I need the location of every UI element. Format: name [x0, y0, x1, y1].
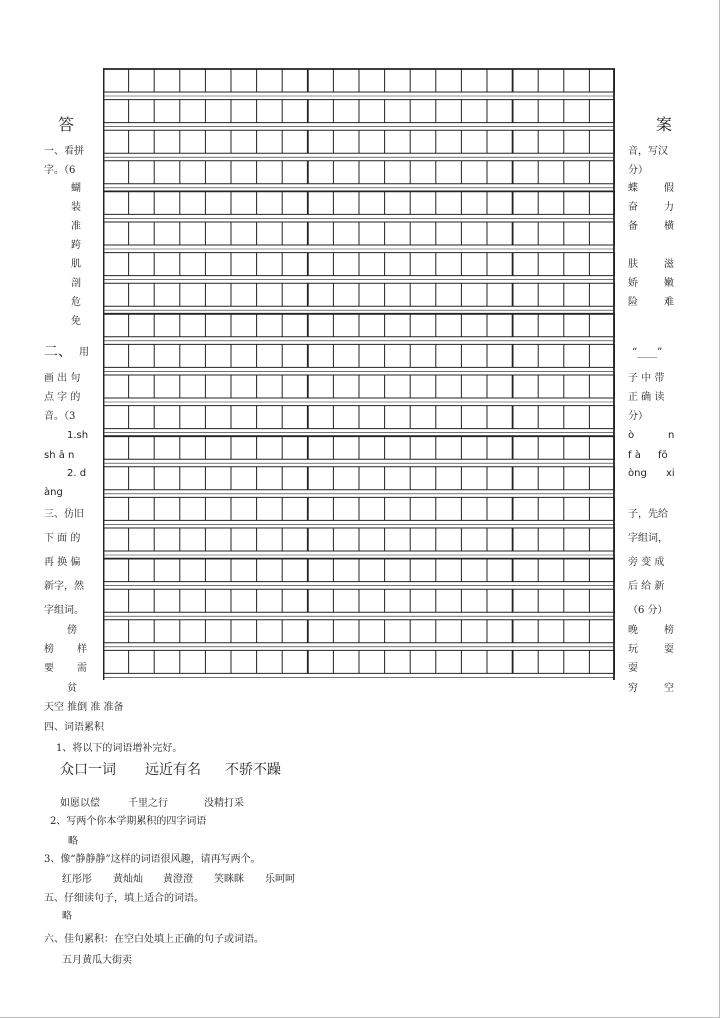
left-text: 音。（3: [44, 411, 76, 422]
right-text: “____”: [632, 347, 663, 358]
right-text: xi: [666, 468, 675, 479]
right-text: 字组词，: [628, 533, 668, 544]
left-text: 要: [44, 663, 54, 674]
right-text: 横: [664, 221, 674, 232]
left-text: 蝴: [71, 183, 81, 194]
left-text: 危: [71, 297, 81, 308]
left-text: sh ā n: [44, 450, 75, 461]
left-text: 装: [71, 202, 81, 213]
left-text: 准: [71, 221, 81, 232]
phrase: 没精打采: [204, 798, 244, 809]
phrase: 千里之行: [128, 798, 168, 809]
left-text: 点 字 的: [44, 392, 81, 403]
left-text: 字组词。: [44, 605, 84, 616]
right-text: 玩: [628, 644, 638, 655]
left-text: 需: [77, 663, 87, 674]
left-text: 下 面 的: [44, 533, 81, 544]
phrase: 众口一词: [60, 762, 116, 778]
aabb-word: 黄澄澄: [163, 874, 193, 885]
right-text: 蝶: [628, 183, 638, 194]
left-text: 剖: [71, 278, 81, 289]
phrase: 远近有名: [145, 762, 201, 778]
left-text: 用: [79, 347, 89, 358]
right-text: 子，先给: [628, 509, 668, 520]
answer-line: 天空 推倒 准 准备: [44, 702, 124, 713]
right-text: 嫩: [664, 278, 674, 289]
right-text: 分）: [628, 411, 648, 422]
right-text: （6 分）: [628, 605, 668, 616]
question-4-3: 3、像“静静静”这样的词语很风趣，请再写两个。: [44, 854, 261, 865]
left-text: 2. d: [67, 468, 87, 479]
right-text: 娇: [628, 278, 638, 289]
left-text: àng: [44, 487, 63, 498]
left-text: 榜: [44, 644, 54, 655]
aabb-word: 笑眯眯: [214, 874, 244, 885]
aabb-word: 乐呵呵: [265, 874, 295, 885]
answer-grid: [103, 68, 615, 680]
left-text: 样: [77, 644, 87, 655]
left-text: 画 出 句: [44, 373, 81, 384]
left-text: 三、仿旧: [44, 509, 84, 520]
right-text: 后 给 新: [628, 581, 665, 592]
header-left: 答: [58, 115, 75, 134]
right-text: 肤: [628, 259, 638, 270]
right-text: fō: [658, 450, 668, 461]
right-text: 备: [628, 221, 638, 232]
header-right: 案: [656, 115, 673, 134]
aabb-word: 红彤彤: [62, 874, 92, 885]
question-4-2: 2、写两个你本学期累积的四字词语: [50, 816, 207, 827]
left-text: 字。（6: [44, 165, 76, 176]
right-text: 空: [664, 683, 674, 694]
question-4-1: 1、将以下的词语增补完好。: [56, 743, 183, 754]
right-text: 耍: [628, 663, 638, 674]
right-text: 奋: [628, 202, 638, 213]
section-four-title: 四、词语累积: [44, 722, 104, 733]
right-text: ò: [628, 430, 635, 441]
answer-omitted: 略: [68, 836, 78, 847]
right-text: 旁 变 成: [628, 557, 665, 568]
section-five-title: 五、仔细读句子，填上适合的词语。: [44, 893, 204, 904]
right-text: 滋: [664, 259, 674, 270]
proverb-line: 五月黄瓜大街卖: [62, 955, 132, 966]
left-text: 一、看拼: [44, 146, 84, 157]
left-text: 贫: [67, 683, 77, 694]
left-text: 免: [71, 316, 81, 327]
left-text: 新字，然: [44, 581, 84, 592]
right-text: 子 中 带: [628, 373, 665, 384]
section-six-title: 六、佳句累积：在空白处填上正确的句子或词语。: [44, 934, 264, 945]
right-text: 榜: [664, 625, 674, 636]
answer-omitted: 略: [62, 911, 72, 922]
right-text: 晚: [628, 625, 638, 636]
left-text: 肌: [71, 259, 81, 270]
aabb-word: 黄灿灿: [113, 874, 143, 885]
right-text: 分）: [628, 165, 648, 176]
right-text: 险: [628, 297, 638, 308]
left-text: 1.sh: [67, 430, 89, 441]
right-text: 假: [664, 183, 674, 194]
right-text: f à: [628, 450, 641, 461]
right-text: òng: [628, 468, 647, 479]
right-text: 音，写汉: [628, 146, 668, 157]
phrase: 不骄不躁: [225, 762, 281, 778]
right-text: n: [668, 430, 675, 441]
right-text: 难: [664, 297, 674, 308]
left-text: 二、: [44, 344, 72, 360]
right-text: 穷: [628, 683, 638, 694]
left-text: 再 换 偏: [44, 557, 81, 568]
right-text: 力: [664, 202, 674, 213]
right-text: 正 确 读: [628, 392, 665, 403]
right-text: 耍: [664, 644, 674, 655]
phrase: 如愿以偿: [60, 798, 100, 809]
left-text: 跨: [71, 240, 81, 251]
left-text: 傍: [67, 625, 77, 636]
